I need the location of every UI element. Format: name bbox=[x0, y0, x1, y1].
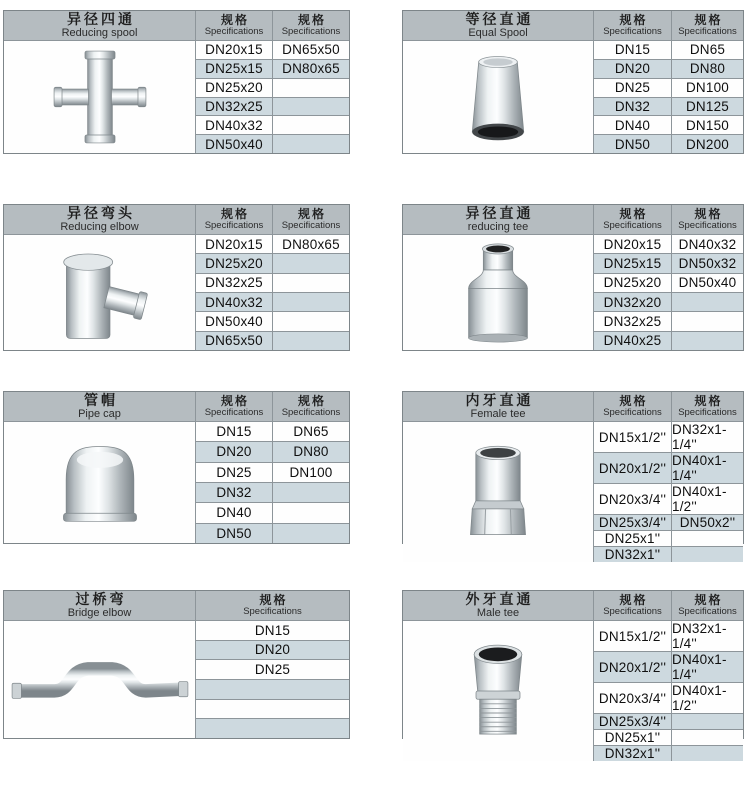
spec-cell bbox=[671, 745, 743, 761]
spec-cell bbox=[272, 134, 349, 153]
male-coupling-photo bbox=[403, 620, 593, 761]
product-title bbox=[4, 392, 195, 421]
spec-cell: DN50x2'' bbox=[671, 514, 743, 530]
spec-cell: DN40x25 bbox=[593, 331, 671, 350]
section-bridge-elbow bbox=[3, 590, 350, 739]
spec-cell: DN32x25 bbox=[195, 97, 272, 116]
spec-cell: DN100 bbox=[272, 462, 349, 482]
spec-column-header bbox=[671, 11, 743, 40]
product-title-en: Reducing spool bbox=[61, 26, 138, 39]
spec-cell: DN50x32 bbox=[671, 253, 743, 272]
spec-header-en: Specifications bbox=[204, 407, 264, 419]
spec-cell: DN25 bbox=[195, 659, 349, 679]
spec-header-zh: 规格 bbox=[619, 393, 648, 408]
product-title bbox=[403, 392, 593, 421]
spec-cell bbox=[671, 729, 743, 745]
spec-cell: DN20x15 bbox=[195, 234, 272, 253]
spec-cell: DN40x32 bbox=[195, 115, 272, 134]
spec-cell: DN40x1-1/2'' bbox=[671, 682, 743, 713]
spec-header-en: Specifications bbox=[281, 26, 341, 38]
spec-cell bbox=[671, 530, 743, 546]
spec-header-en: Specifications bbox=[678, 407, 737, 419]
spec-cell bbox=[272, 331, 349, 350]
spec-header-zh: 规格 bbox=[220, 12, 249, 27]
spec-cell: DN80x65 bbox=[272, 234, 349, 253]
spec-cell: DN80x65 bbox=[272, 59, 349, 78]
spec-header-en: Specifications bbox=[603, 606, 662, 618]
spec-cell bbox=[272, 482, 349, 502]
spec-cell: DN150 bbox=[671, 115, 743, 134]
section-pipe-cap bbox=[3, 391, 350, 544]
section-equal-spool bbox=[402, 10, 744, 154]
spec-header-en: Specifications bbox=[281, 220, 341, 232]
product-title bbox=[403, 591, 593, 620]
spec-cell bbox=[272, 502, 349, 522]
spec-cell: DN32x1-1/4'' bbox=[671, 421, 743, 452]
spec-cell: DN32 bbox=[593, 97, 671, 116]
spec-header-zh: 规格 bbox=[619, 206, 648, 221]
product-title-zh: 异径弯头 bbox=[67, 204, 135, 221]
product-title-en: reducing tee bbox=[467, 220, 529, 233]
spec-cell: DN20 bbox=[593, 59, 671, 78]
spec-cell: DN125 bbox=[671, 97, 743, 116]
spec-column-header bbox=[272, 205, 349, 234]
spec-cell: DN65 bbox=[671, 40, 743, 59]
spec-cell bbox=[272, 253, 349, 272]
spec-cell: DN50 bbox=[593, 134, 671, 153]
spec-cell: DN40 bbox=[593, 115, 671, 134]
cross-fitting-photo bbox=[4, 40, 195, 153]
spec-cell: DN25x20 bbox=[195, 253, 272, 272]
spec-column-header bbox=[593, 205, 671, 234]
spec-header-zh: 规格 bbox=[694, 393, 723, 408]
spec-cell: DN25x15 bbox=[195, 59, 272, 78]
spec-cell: DN32x20 bbox=[593, 292, 671, 311]
spec-cell bbox=[272, 292, 349, 311]
spec-header-en: Specifications bbox=[204, 220, 264, 232]
section-reducing-elbow bbox=[3, 204, 350, 351]
spec-cell: DN20x15 bbox=[593, 234, 671, 253]
section-male-tee bbox=[402, 590, 744, 761]
spec-header-zh: 规格 bbox=[259, 592, 288, 607]
spec-cell: DN200 bbox=[671, 134, 743, 153]
spec-cell: DN25 bbox=[195, 462, 272, 482]
spec-cell: DN40x1-1/4'' bbox=[671, 452, 743, 483]
product-title-zh: 等径直通 bbox=[465, 10, 534, 27]
product-title-en: Male tee bbox=[476, 606, 520, 619]
spec-cell bbox=[272, 115, 349, 134]
spec-header-en: Specifications bbox=[281, 407, 341, 419]
spec-cell: DN100 bbox=[671, 78, 743, 97]
product-title bbox=[403, 205, 593, 234]
spec-cell: DN25x1'' bbox=[593, 530, 671, 546]
spec-cell: DN32 bbox=[195, 482, 272, 502]
spec-cell bbox=[195, 679, 349, 699]
spec-cell: DN20x1/2'' bbox=[593, 651, 671, 682]
spec-cell: DN40x32 bbox=[671, 234, 743, 253]
spec-cell: DN40x1-1/2'' bbox=[671, 483, 743, 514]
spec-header-zh: 规格 bbox=[220, 206, 249, 221]
section-reducing-tee bbox=[402, 204, 744, 351]
product-title bbox=[4, 205, 195, 234]
spec-cell bbox=[671, 292, 743, 311]
spec-header-zh: 规格 bbox=[297, 206, 326, 221]
spec-cell: DN20x1/2'' bbox=[593, 452, 671, 483]
spec-cell: DN32x1-1/4'' bbox=[671, 620, 743, 651]
spec-header-zh: 规格 bbox=[694, 592, 723, 607]
spec-header-zh: 规格 bbox=[297, 12, 326, 27]
spec-column-header bbox=[195, 392, 272, 421]
equal-coupling-photo bbox=[403, 40, 593, 153]
spec-cell: DN20x3/4'' bbox=[593, 682, 671, 713]
product-title-en: Reducing elbow bbox=[60, 220, 139, 233]
spec-cell: DN25x3/4'' bbox=[593, 514, 671, 530]
product-title-zh: 外牙直通 bbox=[465, 590, 534, 607]
spec-cell: DN80 bbox=[272, 441, 349, 461]
spec-column-header bbox=[593, 11, 671, 40]
reducer-photo bbox=[403, 234, 593, 350]
spec-column-header bbox=[195, 205, 272, 234]
spec-cell bbox=[671, 713, 743, 729]
product-title bbox=[4, 591, 195, 620]
spec-column-header bbox=[671, 591, 743, 620]
bridge-elbow-photo bbox=[4, 620, 195, 738]
spec-cell: DN15 bbox=[195, 421, 272, 441]
spec-header-en: Specifications bbox=[603, 26, 662, 38]
female-coupling-photo bbox=[403, 421, 593, 562]
spec-cell bbox=[272, 311, 349, 330]
spec-cell: DN65 bbox=[272, 421, 349, 441]
spec-cell: DN65x50 bbox=[272, 40, 349, 59]
spec-cell bbox=[272, 273, 349, 292]
spec-cell: DN25x20 bbox=[195, 78, 272, 97]
spec-cell: DN15 bbox=[195, 620, 349, 640]
spec-header-zh: 规格 bbox=[619, 592, 648, 607]
product-title-zh: 管帽 bbox=[84, 391, 118, 408]
spec-cell: DN15x1/2'' bbox=[593, 421, 671, 452]
product-title-zh: 异径四通 bbox=[67, 10, 135, 27]
spec-cell: DN40x32 bbox=[195, 292, 272, 311]
section-female-tee bbox=[402, 391, 744, 562]
spec-cell bbox=[272, 78, 349, 97]
product-title bbox=[4, 11, 195, 40]
spec-cell bbox=[195, 718, 349, 738]
spec-header-zh: 规格 bbox=[297, 393, 326, 408]
product-title-zh: 过桥弯 bbox=[75, 590, 127, 607]
product-title bbox=[403, 11, 593, 40]
spec-cell bbox=[671, 546, 743, 562]
spec-header-en: Specifications bbox=[678, 220, 737, 232]
spec-cell: DN20x15 bbox=[195, 40, 272, 59]
product-title-zh: 内牙直通 bbox=[465, 391, 534, 408]
spec-header-en: Specifications bbox=[678, 26, 737, 38]
spec-cell: DN25 bbox=[593, 78, 671, 97]
spec-cell bbox=[671, 311, 743, 330]
spec-cell: DN50 bbox=[195, 523, 272, 543]
spec-header-en: Specifications bbox=[603, 407, 662, 419]
spec-cell: DN50x40 bbox=[671, 273, 743, 292]
spec-header-en: Specifications bbox=[678, 606, 737, 618]
spec-cell: DN25x3/4'' bbox=[593, 713, 671, 729]
spec-column-header bbox=[671, 392, 743, 421]
spec-cell bbox=[195, 699, 349, 719]
product-title-zh: 异径直通 bbox=[465, 204, 534, 221]
spec-column-header bbox=[195, 11, 272, 40]
spec-cell bbox=[272, 523, 349, 543]
spec-cell bbox=[272, 97, 349, 116]
spec-cell: DN80 bbox=[671, 59, 743, 78]
product-title-en: Bridge elbow bbox=[67, 606, 132, 619]
spec-cell: DN25x20 bbox=[593, 273, 671, 292]
spec-cell: DN65x50 bbox=[195, 331, 272, 350]
spec-header-en: Specifications bbox=[603, 220, 662, 232]
spec-column-header bbox=[671, 205, 743, 234]
spec-cell: DN15 bbox=[593, 40, 671, 59]
pipe-cap-photo bbox=[4, 421, 195, 543]
section-reducing-spool bbox=[3, 10, 350, 154]
spec-cell: DN40 bbox=[195, 502, 272, 522]
spec-header-zh: 规格 bbox=[220, 393, 249, 408]
product-title-en: Female tee bbox=[470, 407, 526, 420]
spec-cell: DN32x25 bbox=[593, 311, 671, 330]
spec-header-zh: 规格 bbox=[619, 12, 648, 27]
spec-cell: DN20 bbox=[195, 441, 272, 461]
spec-header-zh: 规格 bbox=[694, 206, 723, 221]
spec-cell: DN20 bbox=[195, 640, 349, 660]
product-title-en: Equal Spool bbox=[468, 26, 528, 39]
product-title-en: Pipe cap bbox=[78, 407, 121, 420]
spec-cell: DN32x1'' bbox=[593, 745, 671, 761]
spec-cell: DN40x1-1/4'' bbox=[671, 651, 743, 682]
spec-cell: DN15x1/2'' bbox=[593, 620, 671, 651]
spec-column-header bbox=[593, 392, 671, 421]
spec-cell: DN50x40 bbox=[195, 311, 272, 330]
spec-cell: DN50x40 bbox=[195, 134, 272, 153]
spec-column-header bbox=[593, 591, 671, 620]
spec-cell: DN25x1'' bbox=[593, 729, 671, 745]
spec-cell: DN32x1'' bbox=[593, 546, 671, 562]
spec-cell: DN20x3/4'' bbox=[593, 483, 671, 514]
spec-column-header bbox=[195, 591, 349, 620]
spec-column-header bbox=[272, 392, 349, 421]
spec-header-en: Specifications bbox=[243, 606, 302, 618]
spec-cell bbox=[671, 331, 743, 350]
spec-column-header bbox=[272, 11, 349, 40]
spec-cell: DN32x25 bbox=[195, 273, 272, 292]
spec-header-en: Specifications bbox=[204, 26, 264, 38]
spec-cell: DN25x15 bbox=[593, 253, 671, 272]
reducing-elbow-photo bbox=[4, 234, 195, 350]
spec-header-zh: 规格 bbox=[694, 12, 723, 27]
